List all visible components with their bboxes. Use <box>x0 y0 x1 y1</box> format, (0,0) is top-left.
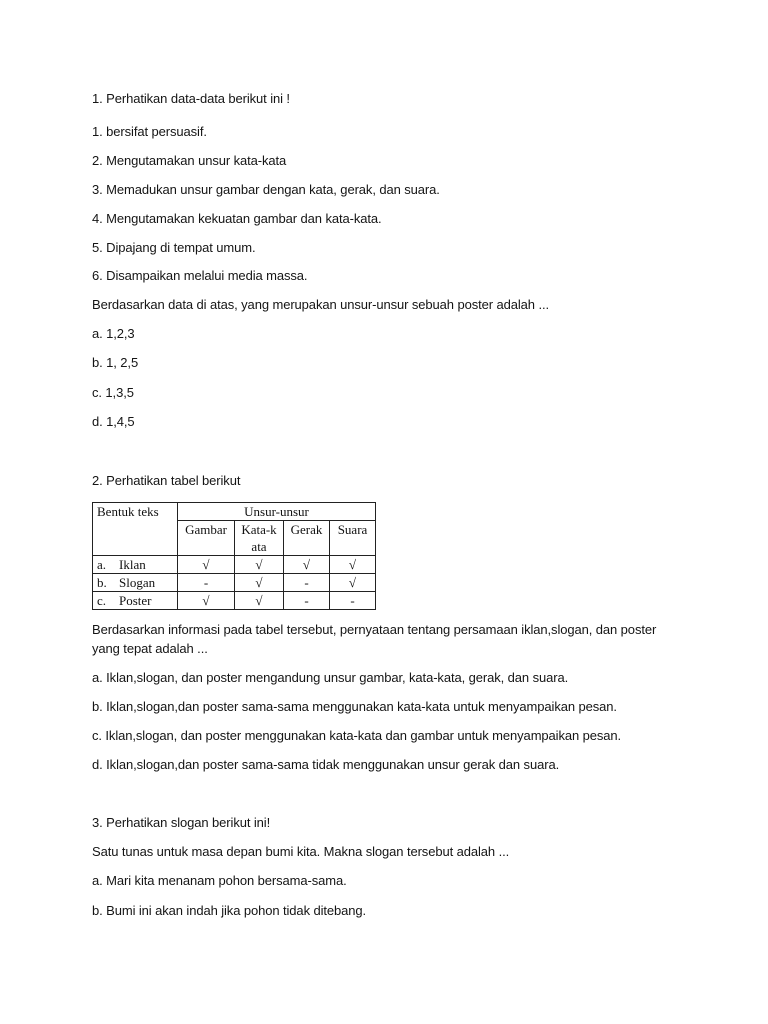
q2-question: Berdasarkan informasi pada tabel tersebut, pernyataan tentang persamaan iklan,slogan, dan poster <box>92 622 657 637</box>
q3-question: Satu tunas untuk masa depan bumi kita. Makna slogan tersebut adalah ... <box>92 844 510 859</box>
col-gerak: Gerak <box>284 521 330 556</box>
q1-item: 6. Disampaikan melalui media massa. <box>92 268 308 283</box>
q1-item: 5. Dipajang di tempat umum. <box>92 240 256 255</box>
row-label: c. Poster <box>93 592 178 610</box>
cell: √ <box>284 556 330 574</box>
q3-title: 3. Perhatikan slogan berikut ini! <box>92 815 271 830</box>
table-row <box>93 592 376 610</box>
row-label: b. Slogan <box>93 574 178 592</box>
cell: √ <box>235 556 284 574</box>
q2-title: 2. Perhatikan tabel berikut <box>92 473 241 488</box>
q1-item: 4. Mengutamakan kekuatan gambar dan kata-kata. <box>92 211 382 226</box>
cell: √ <box>330 574 376 592</box>
header-bentuk-teks: Bentuk teks <box>93 503 178 556</box>
q1-question: Berdasarkan data di atas, yang merupakan unsur-unsur sebuah poster adalah ... <box>92 297 549 312</box>
q2-option-b: b. Iklan,slogan,dan poster sama-sama menggunakan kata-kata untuk menyampaikan pesan. <box>92 699 617 714</box>
header-unsur-unsur: Unsur-unsur <box>178 503 376 521</box>
table-row <box>93 556 376 574</box>
q3-option-b: b. Bumi ini akan indah jika pohon tidak ditebang. <box>92 903 367 918</box>
q1-option-a: a. 1,2,3 <box>92 326 135 341</box>
q1-item: 2. Mengutamakan unsur kata-kata <box>92 153 287 168</box>
q2-option-d: d. Iklan,slogan,dan poster sama-sama tidak menggunakan unsur gerak dan suara. <box>92 757 560 772</box>
cell: √ <box>330 556 376 574</box>
cell: √ <box>178 556 235 574</box>
q1-item: 3. Memadukan unsur gambar dengan kata, gerak, dan suara. <box>92 182 440 197</box>
cell: √ <box>235 592 284 610</box>
col-kata-kata: Kata-kata <box>235 521 284 556</box>
col-gambar: Gambar <box>178 521 235 556</box>
q1-option-d: d. 1,4,5 <box>92 414 135 429</box>
cell: - <box>284 592 330 610</box>
col-suara: Suara <box>330 521 376 556</box>
q3-option-a: a. Mari kita menanam pohon bersama-sama. <box>92 873 347 888</box>
row-label: a. Iklan <box>93 556 178 574</box>
q2-option-a: a. Iklan,slogan, dan poster mengandung unsur gambar, kata-kata, gerak, dan suara. <box>92 670 569 685</box>
cell: - <box>284 574 330 592</box>
q1-option-c: c. 1,3,5 <box>92 385 134 400</box>
q2-option-c: c. Iklan,slogan, dan poster menggunakan kata-kata dan gambar untuk menyampaikan pesan. <box>92 728 622 743</box>
q1-item: 1. bersifat persuasif. <box>92 124 207 139</box>
q2-question-cont: yang tepat adalah ... <box>92 641 208 656</box>
cell: √ <box>178 592 235 610</box>
unsur-table <box>92 502 376 610</box>
cell: √ <box>235 574 284 592</box>
cell: - <box>178 574 235 592</box>
table-row <box>93 574 376 592</box>
q1-title: 1. Perhatikan data-data berikut ini ! <box>92 91 290 106</box>
cell: - <box>330 592 376 610</box>
q1-option-b: b. 1, 2,5 <box>92 355 139 370</box>
